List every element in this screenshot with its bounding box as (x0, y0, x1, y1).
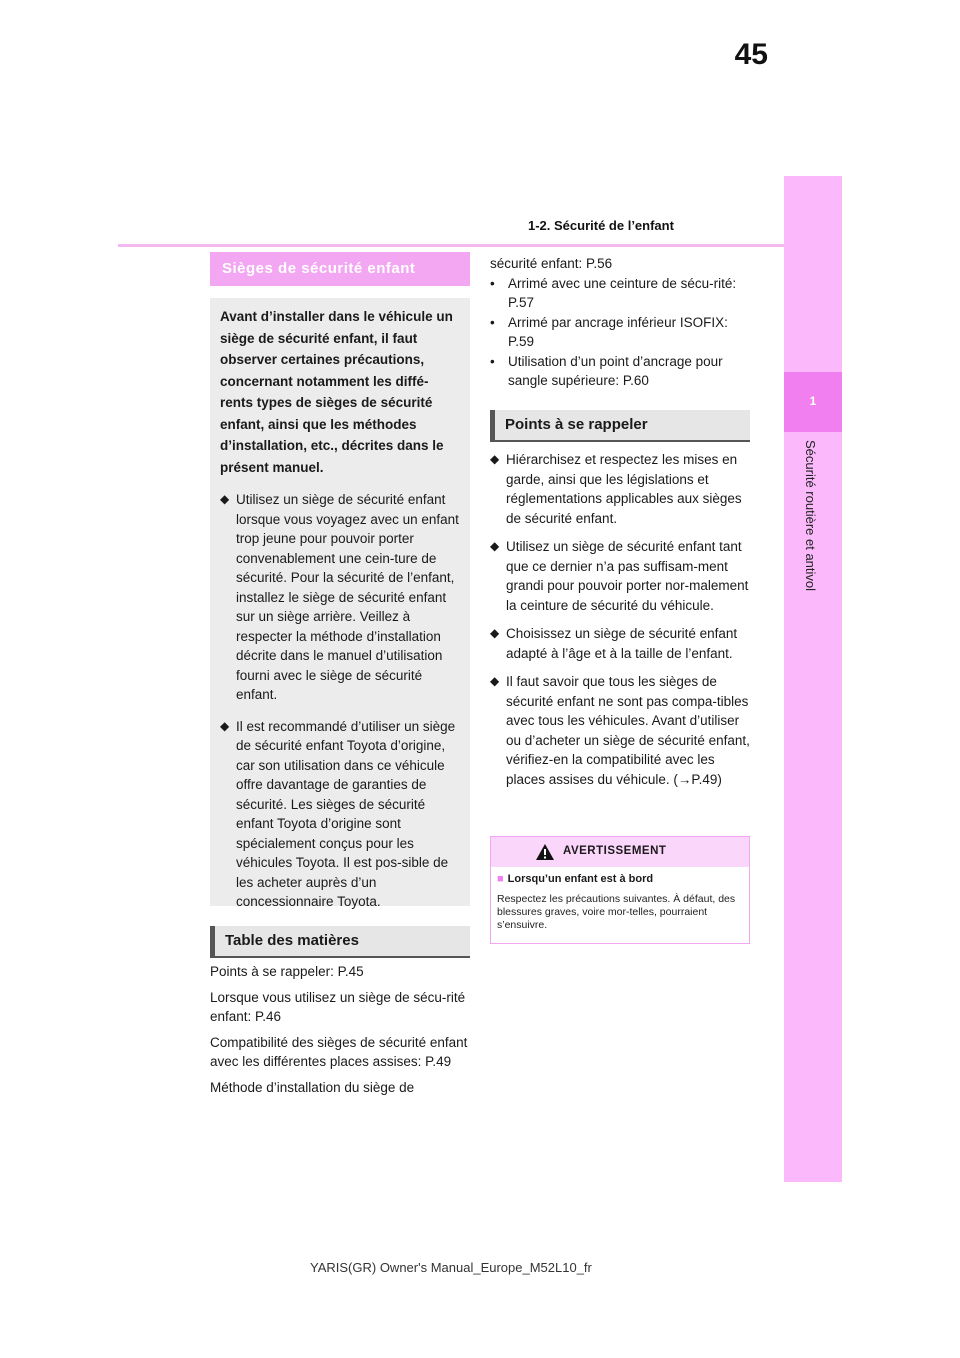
toc-sub-item[interactable] (490, 274, 752, 313)
diamond-bullet-icon: ◆ (220, 492, 230, 506)
toc-sub-item[interactable] (490, 313, 752, 352)
toc-item[interactable]: Méthode d’installation du siège de (210, 1079, 415, 1095)
toc-item[interactable]: sécurité enfant: P.56 (490, 256, 613, 271)
list-item (220, 490, 460, 705)
bullet-dot-icon: • (490, 353, 495, 369)
bullet-dot-icon: • (490, 275, 495, 291)
toc-continued (490, 254, 752, 391)
toc-sub-item-text: Utilisation d’un point d’ancrage pour sangle supérieure: P.60 (508, 353, 723, 388)
warning-subtitle-text: Lorsqu’un enfant est à bord (507, 873, 654, 885)
bullet-dot-icon: • (490, 314, 495, 330)
intro-text: Avant d’installer dans le véhicule un siège de sécurité enfant, il faut observer certaines précautions, concernant notamment les diffé-rents types de sièges de sécurité enfant, ainsi que les méthodes d’installation, etc., décrites dans le présent manuel. (220, 309, 453, 475)
diamond-bullet-icon: ◆ (490, 539, 500, 553)
diamond-bullet-icon: ◆ (490, 452, 500, 466)
warning-triangle-icon (535, 843, 555, 866)
intro-box (210, 298, 470, 909)
toc-list (210, 962, 472, 1103)
points-list (490, 450, 752, 798)
list-item-text: Hiérarchisez et respectez les mises en garde, ainsi que les législations et réglementations applicables aux sièges de sécurité enfant. (506, 452, 742, 526)
toc-item[interactable]: Points à se rappeler: P.45 (210, 964, 364, 979)
list-item-text: Utilisez un siège de sécurité enfant tant que ce dernier n’a pas suffisam-ment grandi pour pouvoir porter nor-malement la ceinture de sécurité du véhicule. (506, 539, 749, 613)
warning-subtitle (497, 873, 749, 885)
list-item (220, 717, 460, 912)
points-heading: Points à se rappeler (490, 410, 750, 442)
warning-title: AVERTISSEMENT (563, 845, 667, 857)
side-band (784, 176, 842, 1182)
diamond-bullet-icon: ◆ (490, 626, 500, 640)
toc-item[interactable]: Lorsque vous utilisez un siège de sécu-rité enfant: P.46 (210, 989, 466, 1024)
footer: YARIS(GR) Owner's Manual_Europe_M52L10_fr (310, 1260, 592, 1275)
warning-body: Respectez les précautions suivantes. À défaut, des blessures graves, voire mor-telles, pourraient s’ensuivre. (497, 893, 736, 931)
side-tab-text: Sécurité routière et antivol (803, 440, 818, 592)
section-title: Sièges de sécurité enfant (210, 252, 470, 286)
toc-heading: Table des matières (210, 926, 470, 958)
warning-header (491, 837, 749, 867)
diamond-bullet-icon: ◆ (220, 718, 230, 733)
warning-box (490, 836, 750, 944)
section-header: 1-2. Sécurité de l’enfant (528, 218, 674, 233)
list-item-text: Il est recommandé d’utiliser un siège de sécurité enfant Toyota d’origine, car son utilisation dans ce véhicule offre davantage de garanties de sécurité. Les sièges de sécurité enfant Toyota d’origine sont spécialement conçus pour les véhicules Toyota. Il est pos-sible de les acheter auprès d’un concessionnaire Toyota. (236, 718, 456, 909)
diamond-bullet-icon: ◆ (490, 674, 500, 688)
list-item-text: Il faut savoir que tous les sièges de sécurité enfant ne sont pas compa-tibles avec tous les véhicules. Avant d’utiliser ou d’acheter un siège de sécurité enfant, vérifiez-en la compatibilité avec les places assises du véhicule. (→P.49) (506, 674, 750, 787)
list-item-text: Choisissez un siège de sécurité enfant adapté à l’âge et à la taille de l’enfant. (506, 626, 738, 661)
list-item (490, 624, 752, 663)
list-item-text: Utilisez un siège de sécurité enfant lorsque vous voyagez avec un enfant trop jeune pour pouvoir porter convenablement une cein-ture de sécurité. Pour la sécurité de l’enfant, installez le siège de sécurité enfant sur un siège arrière. Veillez à respecter la méthode d’installation décrite dans le manuel d’utilisation fourni avec le siège de sécurité enfant. (236, 492, 459, 702)
toc-sub-item-text: Arrimé avec une ceinture de sécu-rité: P.57 (508, 275, 737, 310)
list-item (490, 537, 752, 615)
header-rule (118, 244, 784, 247)
square-bullet-icon: ■ (497, 873, 504, 885)
side-tab-number: 1 (784, 372, 842, 432)
page-number: 45 (734, 38, 768, 71)
list-item (490, 672, 752, 789)
list-item (490, 450, 752, 528)
toc-sub-item[interactable] (490, 352, 752, 391)
toc-item[interactable]: Compatibilité des sièges de sécurité enfant avec les différentes places assises: P.49 (210, 1034, 468, 1069)
toc-sub-item-text: Arrimé par ancrage inférieur ISOFIX: P.59 (508, 314, 728, 349)
